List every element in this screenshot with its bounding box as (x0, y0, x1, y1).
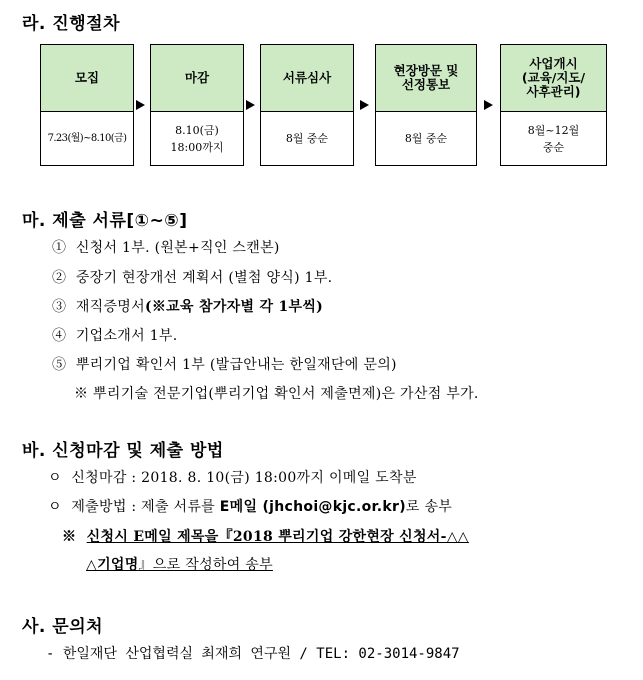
arrow-right-icon (136, 100, 145, 110)
step-name: 모집 (41, 45, 133, 112)
document-item-5: ⑤ 뿌리기업 확인서 1부 (발급안내는 한일재단에 문의) (52, 357, 397, 373)
section-ba-title: 바. 신청마감 및 제출 방법 (22, 441, 224, 461)
step-date: 8.10(금) 18:00까지 (170, 123, 224, 154)
email-subject-note-cont: △기업명』으로 작성하여 송부 (86, 557, 273, 573)
email-subject-note: ※ 신청시 E메일 제목을『2018 뿌리기업 강한현장 신청서-△△ (62, 529, 469, 545)
step-date: 8월~12월 중순 (527, 123, 580, 154)
document-item-3-note: (※교육 참가자별 각 1부씩) (144, 299, 324, 315)
step-date: 7.23(월)~8.10(금) (47, 133, 127, 144)
process-step-program-start (500, 44, 607, 166)
step-name: 마감 (151, 45, 243, 112)
step-date: 8월 중순 (285, 132, 329, 145)
process-step-site-visit (375, 44, 477, 166)
step-name: 서류심사 (261, 45, 353, 112)
process-step-deadline (150, 44, 244, 166)
process-step-recruit (40, 44, 134, 166)
section-ra-title: 라. 진행절차 (22, 14, 120, 34)
step-name: 사업개시 (교육/지도/ 사후관리) (501, 45, 606, 112)
contact-line: - 한일재단 산업협력실 최재희 연구원 / TEL: 02-3014-9847 (46, 646, 460, 662)
document-item-3: ③ 재직증명서(※교육 참가자별 각 1부씩) (52, 299, 324, 315)
deadline-line: ㅇ 신청마감 : 2018. 8. 10(금) 18:00까지 이메일 도착분 (48, 470, 417, 486)
arrow-right-icon (360, 100, 369, 110)
step-name: 현장방문 및 선정통보 (376, 45, 476, 112)
document-item-2: ② 중장기 현장개선 계획서 (별첨 양식) 1부. (52, 270, 333, 286)
document-note: ※ 뿌리기술 전문기업(뿌리기업 확인서 제출면제)은 가산점 부가. (74, 386, 479, 402)
submission-method-line: ㅇ 제출방법 : 제출 서류를 E메일 (jhchoi@kjc.or.kr)로 송부 (48, 499, 453, 515)
arrow-right-icon (484, 100, 493, 110)
arrow-right-icon (246, 100, 255, 110)
document-item-1: ① 신청서 1부. (원본+직인 스캔본) (52, 240, 280, 256)
step-date: 8월 중순 (404, 132, 448, 145)
document-item-4: ④ 기업소개서 1부. (52, 328, 178, 344)
section-ma-title: 마. 제출 서류[①~⑤] (22, 211, 188, 231)
section-sa-title: 사. 문의처 (22, 617, 104, 637)
process-step-document-review (260, 44, 354, 166)
email-address: E메일 (jhchoi@kjc.or.kr) (219, 499, 406, 515)
